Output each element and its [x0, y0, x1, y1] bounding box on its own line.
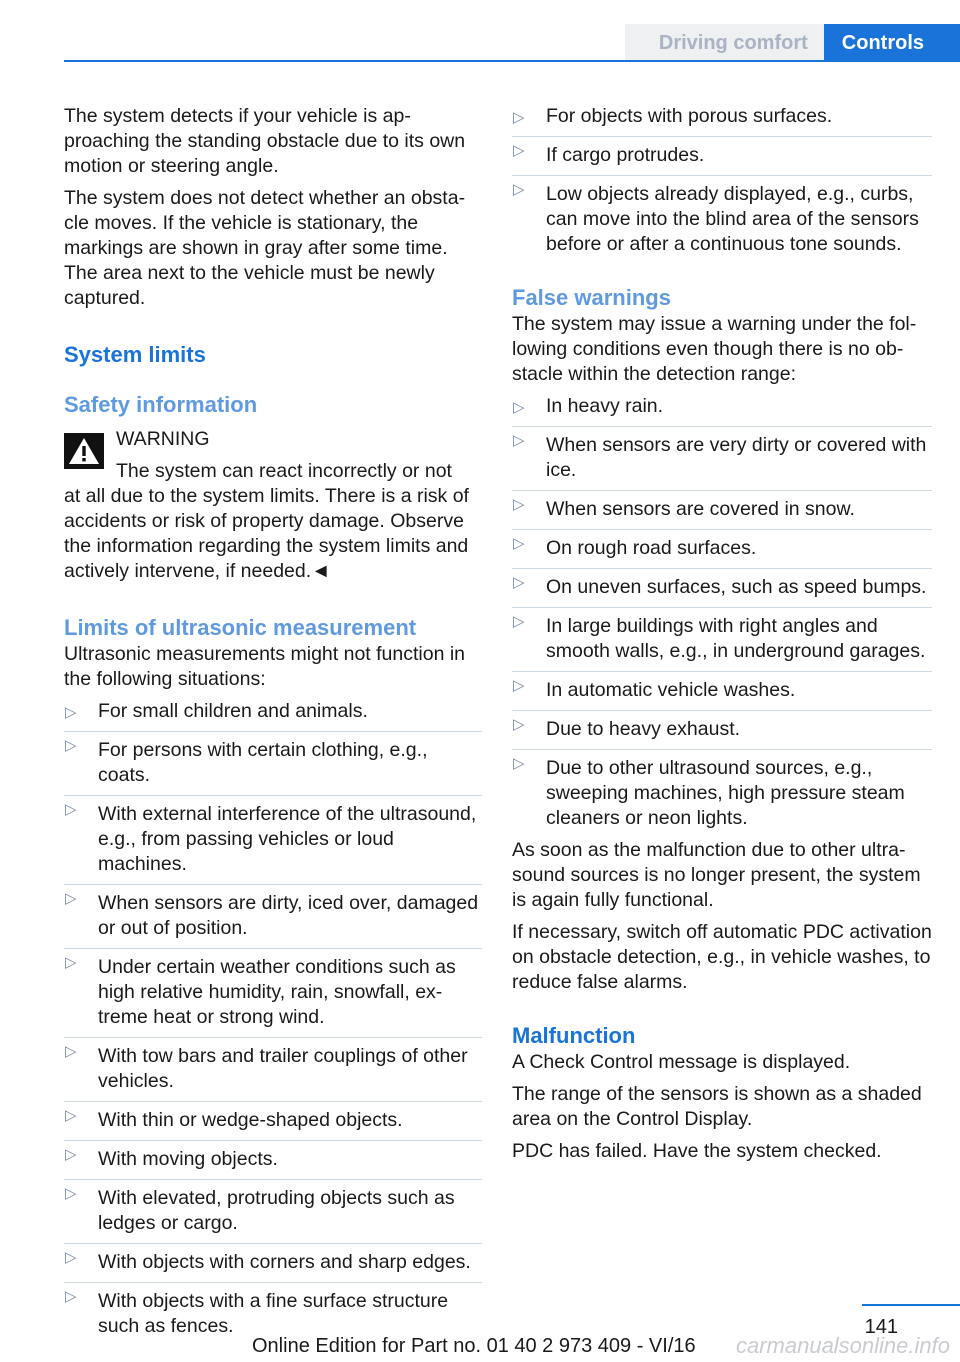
list-item-text: With external interference of the ultrasound, e.g., from passing vehicles or loud machines. — [98, 803, 477, 875]
triangle-bullet-icon: ▷ — [513, 755, 525, 772]
list-item-text: When sensors are very dirty or covered with ice. — [546, 434, 927, 481]
list-item — [512, 490, 932, 522]
triangle-bullet-icon: ▷ — [513, 109, 525, 126]
list-item — [512, 394, 932, 419]
list-item-text: When sensors are dirty, iced over, damaged or out of position. — [98, 892, 479, 939]
ultrasonic-heading: Limits of ultrasonic measurement — [64, 615, 417, 640]
ultrasonic-intro: Ultrasonic measurements might not function in the following situations: — [64, 643, 466, 690]
watermark: carmanualsonline.info — [735, 1333, 950, 1358]
list-item — [64, 1140, 482, 1172]
malfunction-paragraph-1: A Check Control message is displayed. — [512, 1051, 851, 1073]
triangle-bullet-icon: ▷ — [65, 801, 77, 818]
list-item — [64, 1243, 482, 1275]
list-item-text: On uneven surfaces, such as speed bumps. — [546, 576, 927, 598]
list-item — [64, 795, 482, 877]
right-column — [512, 104, 932, 1171]
false-warnings-intro: The system may issue a warning under the following conditions even though there is no obstacle within the detection range: — [512, 313, 917, 385]
list-item-text: With moving objects. — [98, 1148, 278, 1170]
triangle-bullet-icon: ▷ — [65, 1185, 77, 1202]
list-item — [512, 749, 932, 831]
list-item — [64, 1101, 482, 1133]
list-item-text: Low objects already displayed, e.g., curbs, can move into the blind area of the sensors before or after a continuous tone sounds. — [546, 183, 919, 255]
list-item — [64, 884, 482, 941]
list-item — [64, 1037, 482, 1094]
list-item — [64, 948, 482, 1030]
triangle-bullet-icon: ▷ — [513, 716, 525, 733]
section-tab: Driving comfort — [625, 24, 824, 62]
chapter-tab: Controls — [824, 24, 960, 62]
triangle-bullet-icon: ▷ — [513, 677, 525, 694]
intro-paragraph-2: The system does not detect whether an obstacle moves. If the vehicle is stationary, the markings are shown in gray after some time. The area next to the vehicle must be newly captured. — [64, 187, 466, 309]
list-item — [64, 699, 482, 724]
false-warnings-list — [512, 394, 932, 831]
list-item-text: With objects with corners and sharp edges. — [98, 1251, 471, 1273]
list-item-text: If cargo protrudes. — [546, 144, 705, 166]
list-item-text: In heavy rain. — [546, 395, 664, 417]
pdc-deactivation-paragraph: If necessary, switch off automatic PDC activation on obstacle detection, e.g., in vehicle washes, to reduce false alarms. — [512, 921, 932, 993]
list-item — [512, 568, 932, 600]
list-item — [512, 136, 932, 168]
list-item — [512, 175, 932, 257]
warning-icon — [64, 433, 104, 469]
triangle-bullet-icon: ▷ — [65, 704, 77, 721]
triangle-bullet-icon: ▷ — [513, 142, 525, 159]
list-item-text: On rough road surfaces. — [546, 537, 757, 559]
triangle-bullet-icon: ▷ — [65, 1043, 77, 1060]
triangle-bullet-icon: ▷ — [513, 535, 525, 552]
list-item-text: Under certain weather conditions such as high relative humidity, rain, snowfall, extreme heat or strong wind. — [98, 956, 456, 1028]
intro-paragraph-1: The system detects if your vehicle is approaching the standing obstacle due to its own motion or steering angle. — [64, 105, 466, 177]
triangle-bullet-icon: ▷ — [65, 954, 77, 971]
list-item-text: For objects with porous surfaces. — [546, 105, 833, 127]
false-warnings-heading: False warnings — [512, 285, 671, 310]
recovery-paragraph: As soon as the malfunction due to other ultrasound sources is no longer present, the system is again fully functional. — [512, 839, 921, 911]
continued-list — [512, 104, 932, 257]
warning-block — [64, 427, 482, 584]
list-item — [512, 607, 932, 664]
system-limits-heading: System limits — [64, 342, 206, 367]
list-item — [512, 710, 932, 742]
triangle-bullet-icon: ▷ — [513, 574, 525, 591]
triangle-bullet-icon: ▷ — [65, 1146, 77, 1163]
triangle-bullet-icon: ▷ — [513, 496, 525, 513]
malfunction-paragraph-2: The range of the sensors is shown as a shaded area on the Control Display. — [512, 1083, 922, 1130]
triangle-bullet-icon: ▷ — [65, 737, 77, 754]
triangle-bullet-icon: ▷ — [513, 432, 525, 449]
warning-text-first-line: The system can react incorrectly or not — [116, 460, 452, 482]
list-item-text: With tow bars and trailer couplings of other vehicles. — [98, 1045, 468, 1092]
malfunction-heading: Malfunction — [512, 1023, 636, 1048]
list-item-text: With thin or wedge-shaped objects. — [98, 1109, 403, 1131]
list-item-text: In large buildings with right angles and smooth walls, e.g., in underground garages. — [546, 615, 926, 662]
list-item — [64, 731, 482, 788]
triangle-bullet-icon: ▷ — [513, 181, 525, 198]
triangle-bullet-icon: ▷ — [65, 1288, 77, 1305]
header-rule — [64, 60, 960, 62]
warning-label: WARNING — [116, 428, 210, 450]
list-item-text: Due to heavy exhaust. — [546, 718, 741, 740]
list-item-text: When sensors are covered in snow. — [546, 498, 855, 520]
page-number: 141 — [864, 1316, 898, 1338]
safety-information-heading: Safety information — [64, 392, 258, 417]
list-item-text: In automatic vehicle washes. — [546, 679, 796, 701]
list-item-text: Due to other ultrasound sources, e.g., sweeping machines, high pressure steam cleaners or neon lights. — [546, 757, 905, 829]
ultrasonic-list — [64, 699, 482, 1339]
edition-footer: Online Edition for Part no. 01 40 2 973 409 - VI/16 — [252, 1335, 696, 1357]
triangle-bullet-icon: ▷ — [513, 399, 525, 416]
malfunction-paragraph-3: PDC has failed. Have the system checked. — [512, 1140, 882, 1162]
triangle-bullet-icon: ▷ — [513, 613, 525, 630]
list-item — [512, 671, 932, 703]
header-tabs — [625, 24, 960, 62]
warning-text: at all due to the system limits. There is a risk of accidents or risk of property damage. Observe the information regarding the system limits and actively intervene, if needed.◄ — [64, 485, 469, 582]
list-item-text: For persons with certain clothing, e.g., coats. — [98, 739, 428, 786]
triangle-bullet-icon: ▷ — [65, 1107, 77, 1124]
triangle-bullet-icon: ▷ — [65, 890, 77, 907]
list-item-text: For small children and animals. — [98, 700, 368, 722]
left-column — [64, 104, 482, 1346]
list-item — [512, 426, 932, 483]
list-item-text: With objects with a fine surface structure such as fences. — [98, 1290, 449, 1337]
list-item — [512, 529, 932, 561]
list-item — [64, 1179, 482, 1236]
list-item-text: With elevated, protruding objects such as ledges or cargo. — [98, 1187, 455, 1234]
triangle-bullet-icon: ▷ — [65, 1249, 77, 1266]
list-item — [512, 104, 932, 129]
footer-rule — [862, 1304, 960, 1306]
list-item — [64, 1282, 482, 1339]
